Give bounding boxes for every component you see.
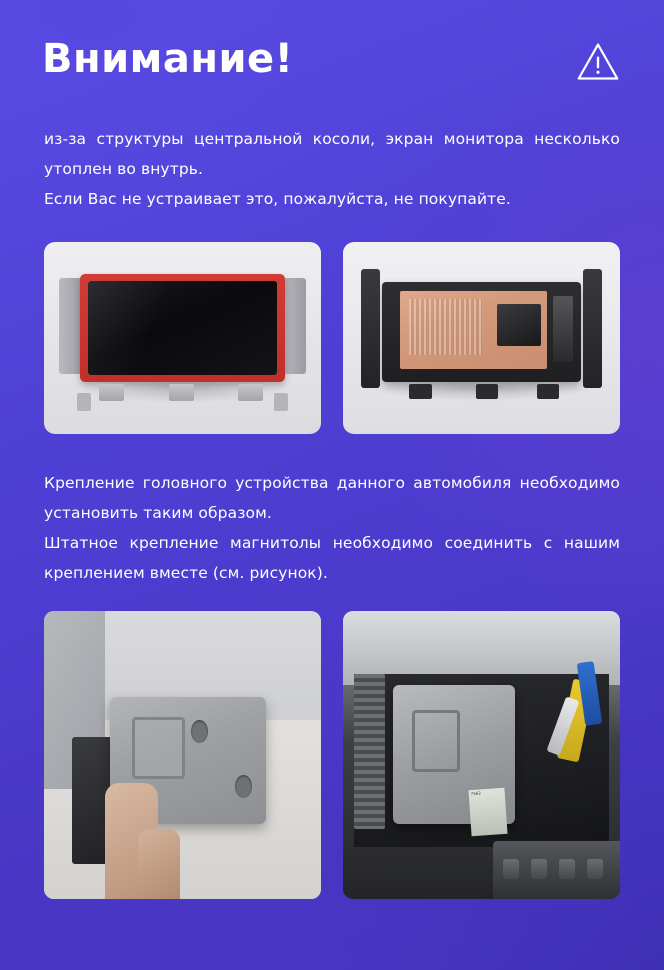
left-side-bracket	[361, 269, 380, 388]
mount-foot-right	[274, 393, 288, 410]
hvac-button-rear-defrost	[587, 859, 604, 879]
gallery-head-unit	[0, 242, 664, 434]
mount-tab-1	[99, 384, 124, 401]
display-screen-shape	[88, 281, 277, 376]
gallery-bracket	[0, 611, 664, 899]
connector-shape	[553, 296, 573, 362]
red-frame-shape	[80, 274, 285, 382]
page-title: Внимание!	[42, 36, 294, 82]
hand-thumb-shape	[138, 829, 180, 898]
notice-paragraph-2	[0, 468, 664, 589]
mount-tab-2	[476, 384, 498, 399]
mount-tab-3	[537, 384, 559, 399]
notice-2-line-2: Штатное крепление магнитолы необходимо соединить с нашим креплением вместе (см. рисунок).	[44, 534, 620, 583]
mount-foot-left	[77, 393, 91, 410]
hvac-button-front-defrost	[559, 859, 576, 879]
notice-1-line-2: Если Вас не устраивает это, пожалуйста, не покупайте.	[44, 190, 511, 209]
warning-triangle-icon	[576, 40, 620, 84]
mount-tab-2	[169, 384, 194, 401]
notice-paragraph-1	[0, 124, 664, 215]
dash-rail-shape	[354, 674, 384, 830]
chip-shape	[497, 304, 541, 346]
head-unit-front-photo	[44, 242, 321, 434]
chassis-shape	[382, 282, 581, 382]
hvac-button-ac	[531, 859, 548, 879]
hvac-control-panel	[493, 841, 620, 899]
notice-1-line-1: из-за структуры центральной косоли, экран монитора несколько утоплен во внутрь.	[44, 130, 620, 179]
bracket-in-hand-photo	[44, 611, 321, 899]
bracket-hole-1	[235, 775, 252, 798]
notice-2-line-1: Крепление головного устройства данного автомобиля необходимо установить таким образом.	[44, 473, 620, 522]
bracket-hole-2	[191, 720, 208, 743]
part-label: 7562	[469, 788, 508, 836]
hvac-button-mode	[503, 859, 520, 879]
right-side-bracket	[583, 269, 602, 388]
bracket-installed-photo	[343, 611, 620, 899]
mount-tab-1	[409, 384, 431, 399]
head-unit-back-photo	[343, 242, 620, 434]
mount-tab-3	[238, 384, 263, 401]
page-header	[0, 0, 664, 84]
